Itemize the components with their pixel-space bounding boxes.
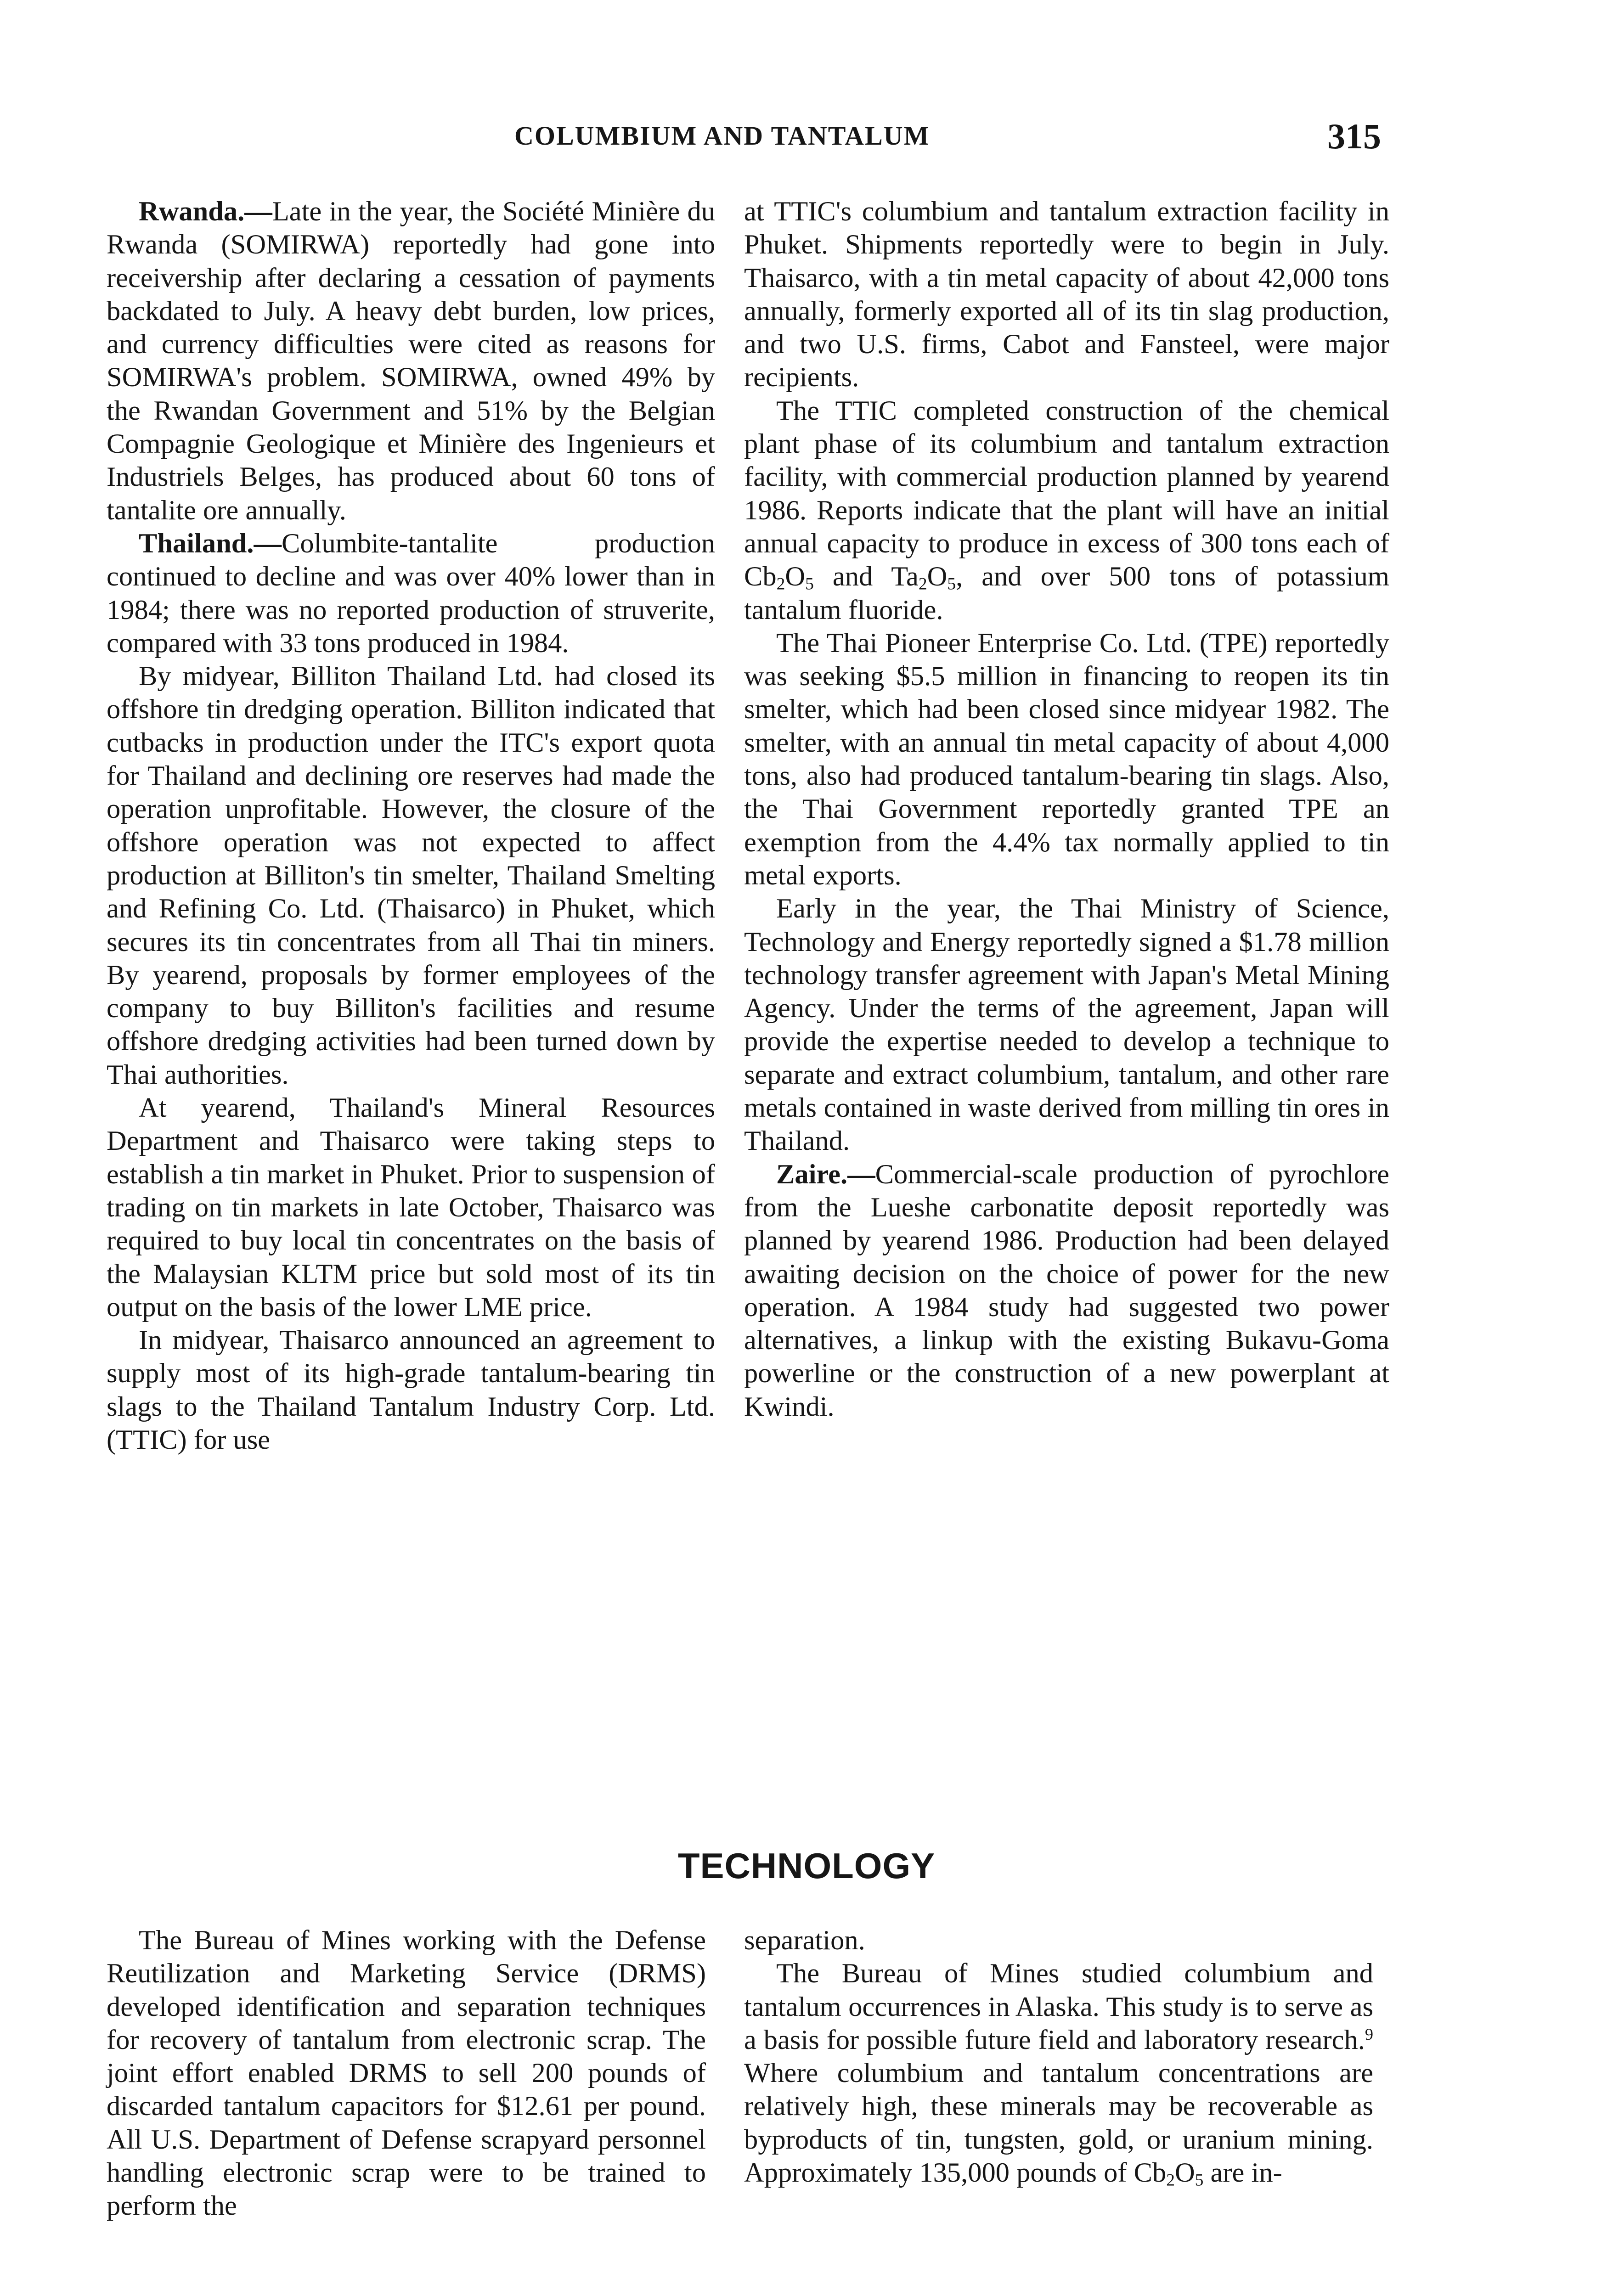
text-run: O xyxy=(785,561,806,592)
paragraph-text: Columbite-tantalite production continued to decline and was over 40% lower than in 1984; there was no reported production of struverite, compared with 33 tons produced in 1984. xyxy=(107,528,715,658)
paragraph-tin-market: At yearend, Thailand's Mineral Resources Department and Thaisarco were taking steps to establish a tin market in Phuket. Prior to suspension of trading on tin markets in late October, Thaisarco was required to buy local tin concentrates on the basis of the Malaysian KLTM price but sold most of its tin output on the basis of the lower LME price. xyxy=(107,1092,715,1322)
paragraph-thai-ministry: Early in the year, the Thai Ministry of Science, Technology and Energy reportedly signed a $1.78 million technology transfer agreement with Japan's Metal Mining Agency. Under the terms of the agreement, Japan will provide the expertise needed to develop a technique to separate and extract columbium, tantalum, and other rare metals contained in waste derived from milling tin ores in Thailand. xyxy=(744,893,1389,1157)
text-run: and Ta xyxy=(813,561,919,592)
paragraph-tpe: The Thai Pioneer Enterprise Co. Ltd. (TPE) reportedly was seeking $5.5 million in financing to reopen its tin smelter, which had been closed since midyear 1982. The smelter, with an annual tin metal capacity of about 4,000 tons, also had produced tantalum-bearing tin slags. Also, the Thai Government reportedly granted TPE an exemption from the 4.4% tax normally applied to tin metal exports. xyxy=(744,627,1389,891)
footnote-reference: 9 xyxy=(1365,2025,1373,2043)
paragraph-alaska-study xyxy=(744,1957,1373,2189)
column-top-left xyxy=(107,195,715,1457)
paragraph-text: Commercial-scale production of pyrochlore from the Lueshe carbonatite deposit reportedly was planned by yearend 1986. Production had been delayed awaiting decision on the choice of power for the new operation. A 1984 study had suggested two power alternatives, a linkup with the existing Bukavu-Goma powerline or the construction of a new powerplant at Kwindi. xyxy=(744,1159,1389,1422)
subscript: 5 xyxy=(947,574,956,594)
run-in-heading-rwanda: Rwanda.— xyxy=(139,196,272,227)
paragraph-ttic-continued: at TTIC's columbium and tantalum extraction facility in Phuket. Shipments reportedly were to begin in July. Thaisarco, with a tin metal capacity of about 42,000 tons annually, formerly exported all of its tin slag production, and two U.S. firms, Cabot and Fansteel, were major recipients. xyxy=(744,196,1389,393)
paragraph-ttic-agreement: In midyear, Thaisarco announced an agreement to supply most of its high-grade tantalum-bearing tin slags to the Thailand Tantalum Industry Corp. Ltd. (TTIC) for use xyxy=(107,1325,715,1455)
column-bottom-left xyxy=(107,1924,706,2223)
run-in-heading-zaire: Zaire.— xyxy=(776,1159,875,1190)
subscript: 5 xyxy=(805,574,814,594)
text-run: Where columbium and tantalum concentrations are relatively high, these minerals may be recoverable as byproducts of tin, tungsten, gold, or uranium mining. Approximately 135,000 pounds of Cb xyxy=(744,2058,1373,2189)
subscript: 5 xyxy=(1195,2171,1204,2190)
paragraph-separation-continued: separation. xyxy=(744,1925,865,1956)
paragraph-text: Late in the year, the Société Minière du Rwanda (SOMIRWA) reportedly had gone into receivership after declaring a cessation of payments backdated to July. A heavy debt burden, low prices, and currency difficulties were cited as reasons for SOMIRWA's problem. SOMIRWA, owned 49% by the Rwandan Government and 51% by the Belgian Compagnie Geologique et Minière des Ingenieurs et Industriels Belges, has produced about 60 tons of tantalite ore annually. xyxy=(107,196,715,526)
text-run: O xyxy=(927,561,947,592)
subscript: 2 xyxy=(776,574,785,594)
paragraph-drms: The Bureau of Mines working with the Defense Reutilization and Marketing Service (DRMS) developed identification and separation techniques for recovery of tantalum from electronic scrap. The joint effort enabled DRMS to sell 200 pounds of discarded tantalum capacitors for $12.61 per pound. All U.S. Department of Defense scrapyard personnel handling electronic scrap were to be trained to perform the xyxy=(107,1925,706,2222)
subscript: 2 xyxy=(918,574,927,594)
text-run: , and over 500 tons of potassium tantalum fluoride. xyxy=(744,561,1389,625)
text-run: are in- xyxy=(1203,2157,1282,2189)
running-title: COLUMBIUM AND TANTALUM xyxy=(514,121,930,151)
paragraph-billiton: By midyear, Billiton Thailand Ltd. had closed its offshore tin dredging operation. Billiton indicated that cutbacks in production under the ITC's export quota for Thailand and declining ore reserves had made the operation unprofitable. However, the closure of the offshore operation was not expected to affect production at Billiton's tin smelter, Thailand Smelting and Refining Co. Ltd. (Thaisarco) in Phuket, which secures its tin concentrates from all Thai tin miners. By yearend, proposals by former employees of the company to buy Billiton's facilities and resume offshore dredging activities had been turned down by Thai authorities. xyxy=(107,661,715,1090)
text-run: O xyxy=(1174,2157,1195,2189)
run-in-heading-thailand: Thailand.— xyxy=(139,528,282,559)
column-top-right xyxy=(744,195,1389,1424)
paragraph-ttic-plant xyxy=(744,394,1389,627)
paragraph-zaire xyxy=(744,1158,1389,1424)
page-number: 315 xyxy=(1327,116,1381,156)
column-bottom-right xyxy=(744,1924,1373,2189)
paragraph-rwanda xyxy=(107,195,715,527)
text-run: The TTIC completed construction of the chemical plant phase of its columbium and tantalum extraction facility, with commercial production planned by yearend 1986. Reports indicate that the plant will have an initial annual capacity to produce in excess of 300 tons each of Cb xyxy=(744,395,1389,592)
section-heading-technology: TECHNOLOGY xyxy=(677,1846,936,1886)
subscript: 2 xyxy=(1166,2171,1175,2190)
paragraph-thailand xyxy=(107,527,715,660)
text-run: The Bureau of Mines studied columbium and tantalum occurrences in Alaska. This study is to serve as a basis for possible future field and laboratory research. xyxy=(744,1958,1373,2055)
